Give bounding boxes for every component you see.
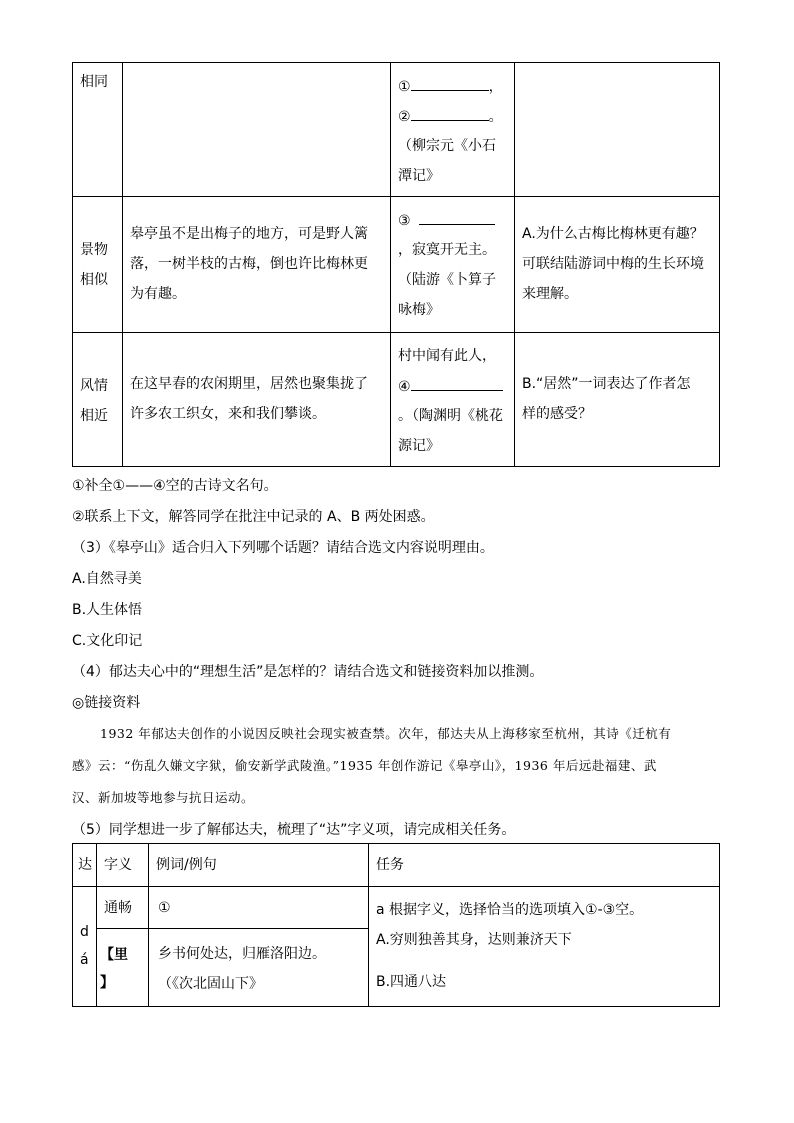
meaning-blank-2-close: 】 xyxy=(100,975,114,991)
quote-text: 为有趣。 xyxy=(130,286,186,302)
pinyin-d: d xyxy=(80,924,89,940)
blank-2-label: ② 。 xyxy=(398,106,503,127)
blank-2[interactable] xyxy=(411,106,489,121)
link-paragraph-line-1: 1932 年郁达夫创作的小说因反映社会现实被查禁。次年，郁达夫从上海移家至杭州，其诗《迁杭有 xyxy=(100,726,672,741)
quote-text: 许多农工织女，来和我们攀谈。 xyxy=(130,406,326,422)
quote-text: 在这早春的农闲期里，居然也聚集拢了 xyxy=(130,376,368,392)
blank-1-label: ① ， xyxy=(398,76,503,97)
row-label-jingwu-1: 景物 xyxy=(80,242,108,258)
option-a: A.自然寻美 xyxy=(72,571,142,587)
row-label-fengqing-2: 相近 xyxy=(80,408,108,424)
note-b: B.“居然”一词表达了作者怎 xyxy=(522,376,691,392)
quote-text: 落，一树半枝的古梅，倒也许比梅林更 xyxy=(130,256,368,272)
row-label-jingwu-2: 相似 xyxy=(80,272,108,288)
meaning-tongchang: 通畅 xyxy=(104,900,132,916)
blank-3[interactable] xyxy=(419,210,495,225)
header-meaning: 字义 xyxy=(104,857,132,873)
option-b: B.人生体悟 xyxy=(72,602,143,618)
question-4: （4）郁达夫心中的“理想生活”是怎样的？请结合选文和链接资料加以推测。 xyxy=(72,664,544,680)
poem-text: 村中闻有此人， xyxy=(398,348,496,364)
pinyin-a: á xyxy=(80,952,89,968)
source-text: （柳宗元《小石 xyxy=(398,138,496,154)
header-task: 任务 xyxy=(376,857,404,873)
link-paragraph-line-3: 汉、新加坡等地参与抗日运动。 xyxy=(72,790,255,805)
blank-1[interactable] xyxy=(411,76,489,91)
source-text: 源记》 xyxy=(398,438,440,454)
meaning-blank-2[interactable]: 【里 xyxy=(100,947,128,963)
blank-4[interactable] xyxy=(411,376,503,391)
question-5: （5）同学想进一步了解郁达夫，梳理了“达”字义项，请完成相关任务。 xyxy=(72,822,516,838)
row-label-xiangtong: 相同 xyxy=(80,74,108,90)
note-b: 样的感受？ xyxy=(522,406,592,422)
note-a: 来理解。 xyxy=(522,286,578,302)
question-3: （3）《皋亭山》适合归入下列哪个话题？请结合选文内容说明理由。 xyxy=(72,540,494,556)
task-instruction: a 根据字义，选择恰当的选项填入①-③空。 xyxy=(376,902,644,918)
header-da: 达 xyxy=(78,857,92,873)
example-blank-1[interactable]: ① xyxy=(158,900,171,916)
example-sentence: 乡书何处达，归雁洛阳边。 xyxy=(158,946,326,962)
task-option-b: B.四通八达 xyxy=(376,974,447,990)
blank-3-label: ③ xyxy=(398,210,495,231)
example-source: （《次北固山下》 xyxy=(158,976,263,992)
row-label-fengqing-1: 风情 xyxy=(80,378,108,394)
note-a: 可联结陆游词中梅的生长环境 xyxy=(522,256,704,272)
quote-text: 皋亭虽不是出梅子的地方，可是野人篱 xyxy=(130,226,368,242)
link-title: ◎链接资料 xyxy=(72,695,141,711)
option-c: C.文化印记 xyxy=(72,633,143,649)
link-paragraph-line-2: 感》云：“伤乱久嫌文字狱，偷安新学武陵渔。”1935 年创作游记《皋亭山》，1936 年后远赴福建、武 xyxy=(72,758,657,773)
blank-4-label: ④ xyxy=(398,376,503,397)
note-a: A.为什么古梅比梅林更有趣？ xyxy=(522,226,704,242)
task-option-a: A.穷则独善其身，达则兼济天下 xyxy=(376,932,572,948)
source-text: 。（陶渊明《桃花 xyxy=(398,408,503,424)
question-2: ②联系上下文，解答同学在批注中记录的 A、B 两处困惑。 xyxy=(72,509,435,525)
source-text: 潭记》 xyxy=(398,168,440,184)
source-text: （陆游《卜算子 xyxy=(398,272,496,288)
question-1: ①补全①——④空的古诗文名句。 xyxy=(72,478,278,494)
source-text: 咏梅》 xyxy=(398,302,440,318)
header-example: 例词/例句 xyxy=(156,857,217,873)
poem-text: ，寂寞开无主。 xyxy=(398,242,496,258)
